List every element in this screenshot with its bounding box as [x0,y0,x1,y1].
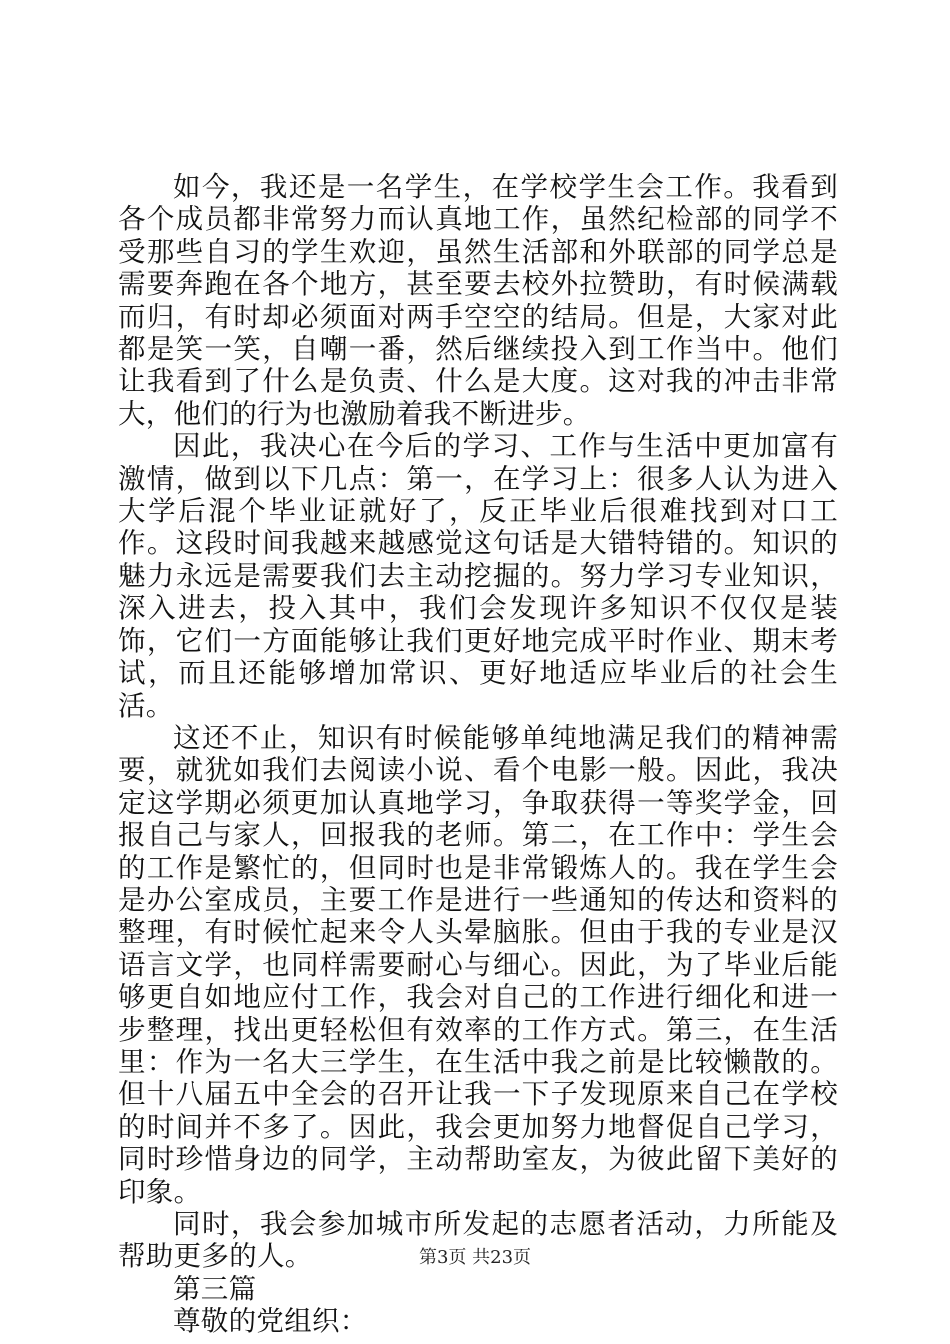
paragraph-3: 这还不止，知识有时候能够单纯地满足我们的精神需要，就犹如我们去阅读小说、看个电影一般。因此，我决定这学期必须更加认真地学习，争取获得一等奖学金，回报自己与家人，回报我的老师。第二，在工作中：学生会的工作是繁忙的，但同时也是非常锻炼人的。我在学生会是办公室成员，主要工作是进行一些通知的传达和资料的整理，有时候忙起来令人头晕脑胀。但由于我的专业是汉语言文学，也同样需要耐心与细心。因此，为了毕业后能够更自如地应付工作，我会对自己的工作进行细化和进一步整理，找出更轻松但有效率的工作方式。第三，在生活里：作为一名大三学生，在生活中我之前是比较懒散的。但十八届五中全会的召开让我一下子发现原来自己在学校的时间并不多了。因此，我会更加努力地督促自己学习，同时珍惜身边的同学，主动帮助室友，为彼此留下美好的印象。 [118,721,838,1208]
paragraph-1: 如今，我还是一名学生，在学校学生会工作。我看到各个成员都非常努力而认真地工作，虽然纪检部的同学不受那些自习的学生欢迎，虽然生活部和外联部的同学总是需要奔跑在各个地方，甚至要去校外拉赞助，有时候满载而归，有时却必须面对两手空空的结局。但是，大家对此都是笑一笑，自嘲一番，然后继续投入到工作当中。他们让我看到了什么是负责、什么是大度。这对我的冲击非常大，他们的行为也激励着我不断进步。 [118,171,838,430]
page-number-footer: 第3页 共23页 [418,1247,532,1268]
paragraph-2: 因此，我决心在今后的学习、工作与生活中更加富有激情，做到以下几点：第一，在学习上：很多人认为进入大学后混个毕业证就好了，反正毕业后很难找到对口工作。这段时间我越来越感觉这句话是大错特错的。知识的魅力永远是需要我们去主动挖掘的。努力学习专业知识，深入进去，投入其中，我们会发现许多知识不仅仅是装饰，它们一方面能够让我们更好地完成平时作业、期末考试，而且还能够增加常识、更好地适应毕业后的社会生活。 [118,430,838,722]
section-heading: 第三篇 [173,1272,257,1305]
paragraph-4: 同时，我会参加城市所发起的志愿者活动，力所能及帮助更多的人。 [118,1208,838,1273]
document-body [118,171,838,1338]
salutation: 尊敬的党组织： [173,1305,368,1338]
